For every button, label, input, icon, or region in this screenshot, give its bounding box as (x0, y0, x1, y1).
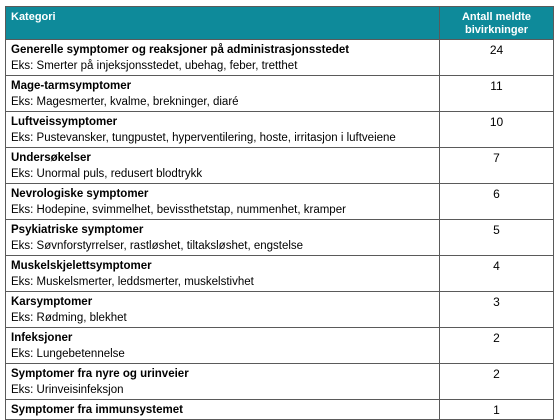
category-name: Karsymptomer (11, 296, 93, 308)
count-column-header: Antall meldte bivirkninger (440, 7, 554, 40)
category-name: Psykiatriske symptomer (11, 224, 144, 236)
category-name: Luftveissymptomer (11, 116, 118, 128)
category-example: Eks: Søvnforstyrrelser, rastløshet, tiltaksløshet, engstelse (11, 240, 304, 252)
category-cell (6, 184, 440, 220)
count-cell: 1 (440, 400, 554, 420)
table-header-row (6, 7, 554, 40)
category-name: Symptomer fra immunsystemet (11, 404, 183, 416)
category-name: Generelle symptomer og reaksjoner på administrasjonsstedet (11, 44, 350, 56)
category-example: Eks: Pustevansker, tungpustet, hyperventilering, hoste, irritasjon i luftveiene (11, 132, 396, 144)
category-example: Eks: Muskelsmerter, leddsmerter, muskelstivhet (11, 276, 254, 288)
category-name: Muskelskjelettsymptomer (11, 260, 152, 272)
count-cell: 3 (440, 292, 554, 328)
count-cell: 5 (440, 220, 554, 256)
count-cell: 10 (440, 112, 554, 148)
category-example: Eks: Unormal puls, redusert blodtrykk (11, 168, 203, 180)
category-cell (6, 328, 440, 364)
category-example: Eks: Hodepine, svimmelhet, bevissthetstap, nummenhet, kramper (11, 204, 346, 216)
category-name: Nevrologiske symptomer (11, 188, 149, 200)
category-cell (6, 40, 440, 76)
category-example: Eks: Smerter på injeksjonsstedet, ubehag, feber, tretthet (11, 60, 298, 72)
category-example: Eks: Rødming, blekhet (11, 312, 127, 324)
category-cell (6, 400, 440, 420)
category-cell (6, 148, 440, 184)
count-cell: 24 (440, 40, 554, 76)
table-row (6, 256, 554, 292)
category-name: Undersøkelser (11, 152, 91, 164)
table-row (6, 400, 554, 420)
table-row (6, 148, 554, 184)
table-row (6, 112, 554, 148)
count-cell: 4 (440, 256, 554, 292)
category-name: Mage-tarmsymptomer (11, 80, 132, 92)
category-name: Symptomer fra nyre og urinveier (11, 368, 189, 380)
count-cell: 2 (440, 364, 554, 400)
category-cell (6, 256, 440, 292)
category-column-header: Kategori (6, 7, 440, 40)
category-example: Eks: Magesmerter, kvalme, brekninger, diaré (11, 96, 239, 108)
count-cell: 7 (440, 148, 554, 184)
table-row (6, 220, 554, 256)
category-cell (6, 364, 440, 400)
side-effects-table (5, 6, 554, 420)
table-row (6, 76, 554, 112)
count-cell: 6 (440, 184, 554, 220)
table-row (6, 40, 554, 76)
table-row (6, 292, 554, 328)
count-cell: 11 (440, 76, 554, 112)
category-name: Infeksjoner (11, 332, 73, 344)
table-row (6, 328, 554, 364)
count-cell: 2 (440, 328, 554, 364)
category-cell (6, 112, 440, 148)
category-example: Eks: Lungebetennelse (11, 348, 125, 360)
category-example: Eks: Urinveisinfeksjon (11, 384, 124, 396)
table-row (6, 184, 554, 220)
category-cell (6, 220, 440, 256)
category-cell (6, 76, 440, 112)
table-row (6, 364, 554, 400)
category-cell (6, 292, 440, 328)
